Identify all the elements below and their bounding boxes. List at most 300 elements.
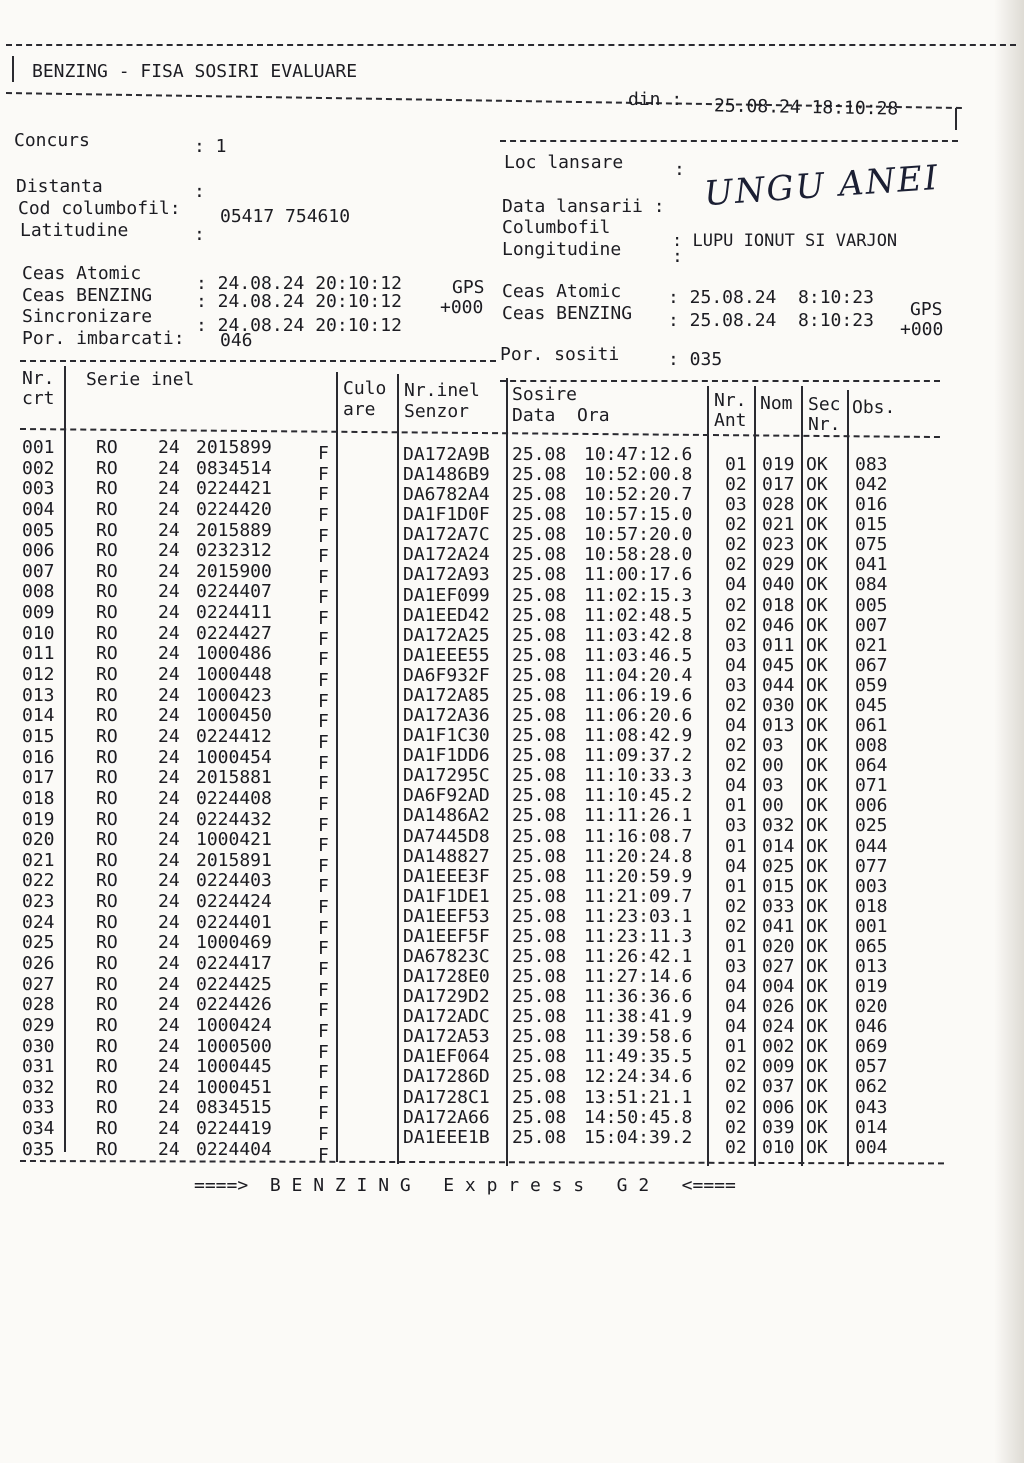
row-number: 020 bbox=[22, 829, 55, 850]
antenna-number: 04 bbox=[725, 856, 747, 877]
ring-number: 0224426 bbox=[196, 994, 272, 1015]
ring-number: 1000500 bbox=[196, 1036, 272, 1057]
security-status: OK bbox=[806, 715, 828, 736]
country-code: RO bbox=[96, 623, 118, 644]
antenna-number: 01 bbox=[725, 836, 747, 857]
nom-number: 021 bbox=[762, 514, 795, 535]
arrival-time: 10:47:12.6 bbox=[584, 444, 693, 465]
nom-number: 027 bbox=[762, 956, 795, 977]
antenna-number: 04 bbox=[725, 976, 747, 997]
arrival-date: 25.08 bbox=[512, 966, 567, 987]
arrival-date: 25.08 bbox=[512, 826, 567, 847]
arrival-time: 11:23:03.1 bbox=[584, 906, 693, 927]
arrival-date: 25.08 bbox=[512, 444, 567, 465]
observation-number: 071 bbox=[855, 775, 888, 796]
nom-number: 002 bbox=[762, 1036, 795, 1057]
ring-number: 0224404 bbox=[196, 1139, 272, 1160]
ring-year: 24 bbox=[158, 1139, 180, 1160]
col-obs: Obs. bbox=[852, 397, 896, 418]
row-number: 017 bbox=[22, 767, 55, 788]
observation-number: 045 bbox=[855, 695, 888, 716]
sensor-ring-id: DA1EEE55 bbox=[403, 645, 490, 666]
observation-number: 057 bbox=[855, 1056, 888, 1077]
country-code: RO bbox=[96, 870, 118, 891]
sensor-ring-id: DA172A24 bbox=[403, 544, 490, 565]
sensor-ring-id: DA1F1D0F bbox=[403, 504, 490, 525]
sex-mark: F bbox=[318, 794, 329, 815]
antenna-number: 02 bbox=[725, 554, 747, 575]
nom-number: 019 bbox=[762, 454, 795, 475]
antenna-number: 02 bbox=[725, 474, 747, 495]
arrival-time: 10:58:28.0 bbox=[584, 544, 693, 565]
antenna-number: 01 bbox=[725, 936, 747, 957]
arrival-date: 25.08 bbox=[512, 805, 567, 826]
cod-columbofil-label: Cod columbofil: bbox=[18, 198, 181, 219]
antenna-number: 01 bbox=[725, 876, 747, 897]
col-culoare-line2: are bbox=[343, 399, 376, 420]
country-code: RO bbox=[96, 540, 118, 561]
antenna-number: 02 bbox=[725, 695, 747, 716]
security-status: OK bbox=[806, 896, 828, 917]
ring-number: 0224425 bbox=[196, 974, 272, 995]
nom-number: 00 bbox=[762, 795, 784, 816]
arrival-date: 25.08 bbox=[512, 1066, 567, 1087]
security-status: OK bbox=[806, 635, 828, 656]
ring-number: 0224411 bbox=[196, 602, 272, 623]
ring-number: 1000421 bbox=[196, 829, 272, 850]
antenna-number: 03 bbox=[725, 635, 747, 656]
security-status: OK bbox=[806, 856, 828, 877]
longitudine-value: : bbox=[672, 246, 683, 267]
ring-number: 0224408 bbox=[196, 788, 272, 809]
antenna-number: 03 bbox=[725, 494, 747, 515]
observation-number: 084 bbox=[855, 574, 888, 595]
arrival-time: 11:03:42.8 bbox=[584, 625, 693, 646]
country-code: RO bbox=[96, 891, 118, 912]
country-code: RO bbox=[96, 1056, 118, 1077]
ring-year: 24 bbox=[158, 1077, 180, 1098]
ring-year: 24 bbox=[158, 767, 180, 788]
country-code: RO bbox=[96, 478, 118, 499]
observation-number: 025 bbox=[855, 815, 888, 836]
security-status: OK bbox=[806, 554, 828, 575]
nom-number: 040 bbox=[762, 574, 795, 595]
sex-mark: F bbox=[318, 526, 329, 547]
antenna-number: 02 bbox=[725, 514, 747, 535]
ring-number: 0224427 bbox=[196, 623, 272, 644]
nom-number: 023 bbox=[762, 534, 795, 555]
observation-number: 005 bbox=[855, 595, 888, 616]
arrival-time: 15:04:39.2 bbox=[584, 1127, 693, 1148]
row-number: 028 bbox=[22, 994, 55, 1015]
sex-mark: F bbox=[318, 732, 329, 753]
row-number: 032 bbox=[22, 1077, 55, 1098]
nom-number: 045 bbox=[762, 655, 795, 676]
row-number: 021 bbox=[22, 850, 55, 871]
observation-number: 014 bbox=[855, 1117, 888, 1138]
ring-number: 0224420 bbox=[196, 499, 272, 520]
observation-number: 019 bbox=[855, 976, 888, 997]
antenna-number: 02 bbox=[725, 1097, 747, 1118]
observation-number: 006 bbox=[855, 795, 888, 816]
columbofil-label: Columbofil bbox=[502, 217, 611, 238]
row-number: 018 bbox=[22, 788, 55, 809]
observation-number: 043 bbox=[855, 1097, 888, 1118]
observation-number: 075 bbox=[855, 534, 888, 555]
observation-number: 069 bbox=[855, 1036, 888, 1057]
ceas-benzing-left-suffix: +000 bbox=[440, 297, 484, 318]
ring-year: 24 bbox=[158, 664, 180, 685]
sensor-ring-id: DA1486A2 bbox=[403, 805, 490, 826]
arrival-time: 11:38:41.9 bbox=[584, 1006, 693, 1027]
country-code: RO bbox=[96, 664, 118, 685]
arrival-date: 25.08 bbox=[512, 504, 567, 525]
sex-mark: F bbox=[318, 1000, 329, 1021]
arrival-date: 25.08 bbox=[512, 1107, 567, 1128]
arrival-time: 10:57:20.0 bbox=[584, 524, 693, 545]
ring-year: 24 bbox=[158, 437, 180, 458]
ring-year: 24 bbox=[158, 870, 180, 891]
ring-number: 0834514 bbox=[196, 458, 272, 479]
arrival-time: 11:49:35.5 bbox=[584, 1046, 693, 1067]
ring-year: 24 bbox=[158, 912, 180, 933]
ring-year: 24 bbox=[158, 623, 180, 644]
sensor-ring-id: DA6F92AD bbox=[403, 785, 490, 806]
nom-number: 032 bbox=[762, 815, 795, 836]
nom-number: 011 bbox=[762, 635, 795, 656]
observation-number: 059 bbox=[855, 675, 888, 696]
arrival-time: 14:50:45.8 bbox=[584, 1107, 693, 1128]
arrival-time: 11:02:48.5 bbox=[584, 605, 693, 626]
nom-number: 015 bbox=[762, 876, 795, 897]
col-culoare-line1: Culo bbox=[343, 378, 387, 399]
country-code: RO bbox=[96, 1118, 118, 1139]
security-status: OK bbox=[806, 514, 828, 535]
sensor-ring-id: DA7445D8 bbox=[403, 826, 490, 847]
arrival-time: 11:08:42.9 bbox=[584, 725, 693, 746]
cod-columbofil-value: 05417 754610 bbox=[220, 206, 351, 227]
row-number: 025 bbox=[22, 932, 55, 953]
sex-mark: F bbox=[318, 897, 329, 918]
arrival-date: 25.08 bbox=[512, 1087, 567, 1108]
security-status: OK bbox=[806, 595, 828, 616]
country-code: RO bbox=[96, 520, 118, 541]
observation-number: 046 bbox=[855, 1016, 888, 1037]
ceas-atomic-right-suffix: GPS bbox=[910, 299, 943, 320]
country-code: RO bbox=[96, 1077, 118, 1098]
country-code: RO bbox=[96, 685, 118, 706]
security-status: OK bbox=[806, 956, 828, 977]
sensor-ring-id: DA172A36 bbox=[403, 705, 490, 726]
sex-mark: F bbox=[318, 1124, 329, 1145]
ring-year: 24 bbox=[158, 581, 180, 602]
sex-mark: F bbox=[318, 670, 329, 691]
arrival-date: 25.08 bbox=[512, 625, 567, 646]
sincronizare-label: Sincronizare bbox=[22, 306, 153, 327]
arrival-time: 11:06:20.6 bbox=[584, 705, 693, 726]
ring-year: 24 bbox=[158, 1097, 180, 1118]
col-nom: Nom bbox=[760, 393, 793, 414]
ring-number: 1000486 bbox=[196, 643, 272, 664]
nom-number: 00 bbox=[762, 755, 784, 776]
sex-mark: F bbox=[318, 608, 329, 629]
col-nr-line1: Nr. bbox=[22, 368, 55, 389]
ring-year: 24 bbox=[158, 850, 180, 871]
sensor-ring-id: DA148827 bbox=[403, 846, 490, 867]
row-number: 033 bbox=[22, 1097, 55, 1118]
arrival-date: 25.08 bbox=[512, 926, 567, 947]
country-code: RO bbox=[96, 1097, 118, 1118]
antenna-number: 02 bbox=[725, 1076, 747, 1097]
antenna-number: 01 bbox=[725, 1036, 747, 1057]
antenna-number: 03 bbox=[725, 956, 747, 977]
nom-number: 009 bbox=[762, 1056, 795, 1077]
antenna-number: 04 bbox=[725, 715, 747, 736]
sensor-ring-id: DA172A9B bbox=[403, 444, 490, 465]
antenna-number: 02 bbox=[725, 615, 747, 636]
latitudine-value: : bbox=[194, 224, 205, 245]
ceas-atomic-left-value: : 24.08.24 20:10:12 bbox=[196, 273, 402, 294]
observation-number: 013 bbox=[855, 956, 888, 977]
antenna-number: 04 bbox=[725, 996, 747, 1017]
row-number: 001 bbox=[22, 437, 55, 458]
antenna-number: 01 bbox=[725, 454, 747, 475]
ring-year: 24 bbox=[158, 520, 180, 541]
security-status: OK bbox=[806, 976, 828, 997]
antenna-number: 04 bbox=[725, 1016, 747, 1037]
arrival-time: 11:02:15.3 bbox=[584, 585, 693, 606]
ring-year: 24 bbox=[158, 458, 180, 479]
row-number: 008 bbox=[22, 581, 55, 602]
sensor-ring-id: DA67823C bbox=[403, 946, 490, 967]
ring-number: 0224424 bbox=[196, 891, 272, 912]
arrival-time: 11:21:09.7 bbox=[584, 886, 693, 907]
arrival-time: 11:39:58.6 bbox=[584, 1026, 693, 1047]
security-status: OK bbox=[806, 1056, 828, 1077]
antenna-number: 01 bbox=[725, 795, 747, 816]
ring-year: 24 bbox=[158, 974, 180, 995]
ring-year: 24 bbox=[158, 788, 180, 809]
ring-number: 0224412 bbox=[196, 726, 272, 747]
country-code: RO bbox=[96, 561, 118, 582]
ring-number: 0224401 bbox=[196, 912, 272, 933]
sex-mark: F bbox=[318, 753, 329, 774]
row-number: 007 bbox=[22, 561, 55, 582]
arrival-date: 25.08 bbox=[512, 785, 567, 806]
arrival-time: 11:20:59.9 bbox=[584, 866, 693, 887]
sensor-ring-id: DA6782A4 bbox=[403, 484, 490, 505]
observation-number: 064 bbox=[855, 755, 888, 776]
arrival-time: 11:36:36.6 bbox=[584, 986, 693, 1007]
ring-number: 0224419 bbox=[196, 1118, 272, 1139]
loc-lansare-value: : bbox=[674, 159, 685, 180]
security-status: OK bbox=[806, 695, 828, 716]
country-code: RO bbox=[96, 809, 118, 830]
ring-year: 24 bbox=[158, 685, 180, 706]
antenna-number: 03 bbox=[725, 815, 747, 836]
sensor-ring-id: DA172A66 bbox=[403, 1107, 490, 1128]
security-status: OK bbox=[806, 1016, 828, 1037]
por-imbarcati-value: 046 bbox=[220, 330, 253, 351]
observation-number: 083 bbox=[855, 454, 888, 475]
country-code: RO bbox=[96, 499, 118, 520]
row-number: 012 bbox=[22, 664, 55, 685]
ring-year: 24 bbox=[158, 829, 180, 850]
security-status: OK bbox=[806, 876, 828, 897]
observation-number: 041 bbox=[855, 554, 888, 575]
arrival-time: 11:23:11.3 bbox=[584, 926, 693, 947]
sex-mark: F bbox=[318, 484, 329, 505]
ceas-atomic-right-value: : 25.08.24 8:10:23 bbox=[668, 287, 874, 308]
row-number: 010 bbox=[22, 623, 55, 644]
columbofil-value: : LUPU IONUT SI VARJON bbox=[672, 231, 898, 251]
ceas-atomic-left-label: Ceas Atomic bbox=[22, 263, 142, 284]
sensor-ring-id: DA1EED42 bbox=[403, 605, 490, 626]
nom-number: 006 bbox=[762, 1097, 795, 1118]
sensor-ring-id: DA1F1DE1 bbox=[403, 886, 490, 907]
sensor-ring-id: DA1728C1 bbox=[403, 1087, 490, 1108]
row-number: 019 bbox=[22, 809, 55, 830]
arrival-date: 25.08 bbox=[512, 946, 567, 967]
sensor-ring-id: DA1EEE3F bbox=[403, 866, 490, 887]
row-number: 005 bbox=[22, 520, 55, 541]
nom-number: 014 bbox=[762, 836, 795, 857]
arrival-time: 10:52:00.8 bbox=[584, 464, 693, 485]
loc-lansare-label: Loc lansare bbox=[504, 152, 624, 173]
country-code: RO bbox=[96, 1036, 118, 1057]
country-code: RO bbox=[96, 602, 118, 623]
sensor-ring-id: DA1EEF5F bbox=[403, 926, 490, 947]
nom-number: 013 bbox=[762, 715, 795, 736]
country-code: RO bbox=[96, 458, 118, 479]
ring-year: 24 bbox=[158, 1015, 180, 1036]
sex-mark: F bbox=[318, 546, 329, 567]
ring-year: 24 bbox=[158, 747, 180, 768]
sex-mark: F bbox=[318, 856, 329, 877]
country-code: RO bbox=[96, 1015, 118, 1036]
arrival-date: 25.08 bbox=[512, 986, 567, 1007]
nom-number: 004 bbox=[762, 976, 795, 997]
ring-number: 0224417 bbox=[196, 953, 272, 974]
observation-number: 018 bbox=[855, 896, 888, 917]
row-number: 031 bbox=[22, 1056, 55, 1077]
nom-number: 033 bbox=[762, 896, 795, 917]
sex-mark: F bbox=[318, 649, 329, 670]
sensor-ring-id: DA172A53 bbox=[403, 1026, 490, 1047]
sex-mark: F bbox=[318, 505, 329, 526]
arrival-date: 25.08 bbox=[512, 665, 567, 686]
arrival-time: 13:51:21.1 bbox=[584, 1087, 693, 1108]
row-number: 004 bbox=[22, 499, 55, 520]
document-title: BENZING - FISA SOSIRI EVALUARE bbox=[32, 61, 358, 82]
antenna-number: 02 bbox=[725, 916, 747, 937]
security-status: OK bbox=[806, 836, 828, 857]
observation-number: 015 bbox=[855, 514, 888, 535]
ring-number: 1000454 bbox=[196, 747, 272, 768]
nom-number: 028 bbox=[762, 494, 795, 515]
ring-year: 24 bbox=[158, 478, 180, 499]
observation-number: 067 bbox=[855, 655, 888, 676]
arrival-date: 25.08 bbox=[512, 464, 567, 485]
row-number: 011 bbox=[22, 643, 55, 664]
country-code: RO bbox=[96, 437, 118, 458]
arrival-time: 11:04:20.4 bbox=[584, 665, 693, 686]
security-status: OK bbox=[806, 735, 828, 756]
security-status: OK bbox=[806, 936, 828, 957]
ring-number: 2015889 bbox=[196, 520, 272, 541]
arrival-date: 25.08 bbox=[512, 585, 567, 606]
row-number: 003 bbox=[22, 478, 55, 499]
arrival-date: 25.08 bbox=[512, 1026, 567, 1047]
por-sositi-label: Por. sositi bbox=[500, 344, 620, 365]
country-code: RO bbox=[96, 850, 118, 871]
row-number: 024 bbox=[22, 912, 55, 933]
row-number: 023 bbox=[22, 891, 55, 912]
nom-number: 025 bbox=[762, 856, 795, 877]
row-number: 014 bbox=[22, 705, 55, 726]
sensor-ring-id: DA172A25 bbox=[403, 625, 490, 646]
arrival-time: 11:09:37.2 bbox=[584, 745, 693, 766]
arrival-time: 11:20:24.8 bbox=[584, 846, 693, 867]
ring-number: 0224421 bbox=[196, 478, 272, 499]
sensor-ring-id: DA1729D2 bbox=[403, 986, 490, 1007]
antenna-number: 02 bbox=[725, 595, 747, 616]
arrival-time: 11:10:33.3 bbox=[584, 765, 693, 786]
sex-mark: F bbox=[318, 876, 329, 897]
ring-number: 1000469 bbox=[196, 932, 272, 953]
sensor-ring-id: DA17295C bbox=[403, 765, 490, 786]
ring-number: 0224432 bbox=[196, 809, 272, 830]
row-number: 029 bbox=[22, 1015, 55, 1036]
arrival-time: 11:26:42.1 bbox=[584, 946, 693, 967]
nom-number: 026 bbox=[762, 996, 795, 1017]
security-status: OK bbox=[806, 1036, 828, 1057]
nom-number: 018 bbox=[762, 595, 795, 616]
arrival-date: 25.08 bbox=[512, 725, 567, 746]
distanta-value: : bbox=[194, 181, 205, 202]
arrival-date: 25.08 bbox=[512, 705, 567, 726]
arrival-date: 25.08 bbox=[512, 846, 567, 867]
arrival-date: 25.08 bbox=[512, 544, 567, 565]
sensor-ring-id: DA1EF064 bbox=[403, 1046, 490, 1067]
col-nr-line2: crt bbox=[22, 388, 55, 409]
ceas-atomic-left-suffix: GPS bbox=[452, 277, 485, 298]
arrival-date: 25.08 bbox=[512, 605, 567, 626]
nom-number: 010 bbox=[762, 1137, 795, 1158]
ring-number: 0224403 bbox=[196, 870, 272, 891]
ring-year: 24 bbox=[158, 953, 180, 974]
ring-year: 24 bbox=[158, 1118, 180, 1139]
row-number: 022 bbox=[22, 870, 55, 891]
ceas-benzing-left-value: : 24.08.24 20:10:12 bbox=[196, 291, 402, 312]
data-lansarii-label: Data lansarii : bbox=[502, 196, 665, 217]
arrival-date: 25.08 bbox=[512, 524, 567, 545]
ring-number: 0232312 bbox=[196, 540, 272, 561]
antenna-number: 02 bbox=[725, 896, 747, 917]
ring-number: 2015881 bbox=[196, 767, 272, 788]
sex-mark: F bbox=[318, 691, 329, 712]
country-code: RO bbox=[96, 747, 118, 768]
observation-number: 062 bbox=[855, 1076, 888, 1097]
ring-number: 1000424 bbox=[196, 1015, 272, 1036]
security-status: OK bbox=[806, 775, 828, 796]
sex-mark: F bbox=[318, 980, 329, 1001]
col-sec-line1: Sec bbox=[808, 394, 841, 415]
security-status: OK bbox=[806, 1137, 828, 1158]
country-code: RO bbox=[96, 767, 118, 788]
country-code: RO bbox=[96, 581, 118, 602]
sex-mark: F bbox=[318, 567, 329, 588]
